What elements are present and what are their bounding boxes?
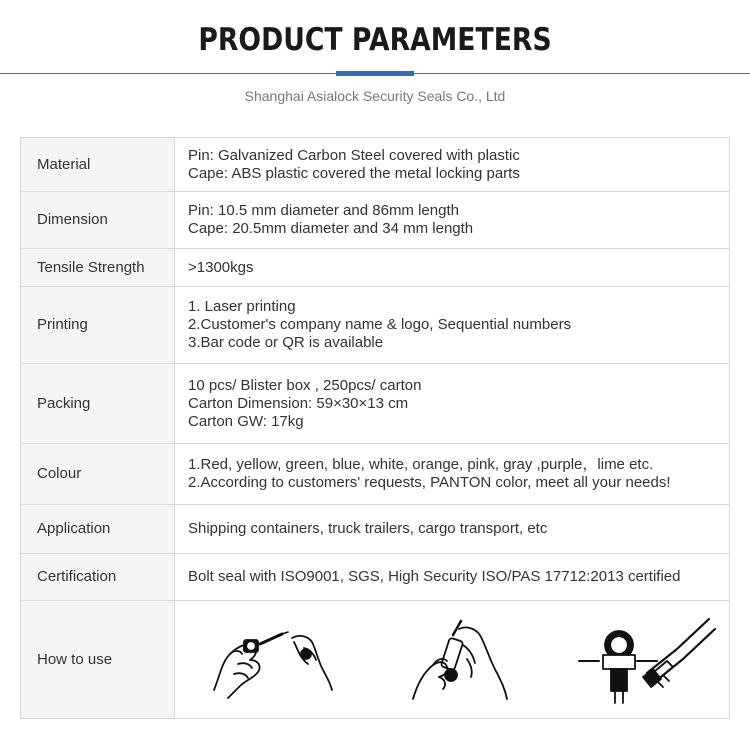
table-row-material [21,138,730,192]
row-value [175,364,730,444]
push-cap-illustration [403,615,513,705]
table-row-colour [21,444,730,505]
value-line: Pin: 10.5 mm diameter and 86mm length [188,202,459,219]
row-value [175,444,730,505]
value-line: Carton Dimension: 59×30×13 cm [188,394,409,412]
table-row-dimension [21,192,730,249]
value-line: Bolt seal with ISO9001, SGS, High Security ISO/PAS 17712:2013 certified [188,568,681,585]
value-line: 1. Laser printing [188,298,296,315]
row-value [175,554,730,601]
row-value [175,138,730,192]
value-line: Shipping containers, truck trailers, cargo transport, etc [188,520,548,537]
usage-illustrations [175,601,730,719]
row-value [175,249,730,287]
table-row-tensile-strength [21,249,730,287]
value-line: 1.Red, yellow, green, blue, white, orange, pink, gray ,purple，lime etc. [188,456,654,473]
row-label: Dimension [21,192,175,249]
row-label: Tensile Strength [21,249,175,287]
row-label: Application [21,505,175,554]
value-line: Cape: 20.5mm diameter and 34 mm length [188,220,474,237]
row-label: Certification [21,554,175,601]
page-title: PRODUCT PARAMETERS [198,22,552,58]
row-label: Colour [21,444,175,505]
row-label: Material [21,138,175,192]
row-value [175,192,730,249]
value-line: 3.Bar code or QR is available [188,334,384,351]
parameters-table [20,137,730,719]
value-line: 2.Customer's company name & logo, Sequential numbers [188,316,572,333]
value-line: Pin: Galvanized Carbon Steel covered with plastic [188,146,520,164]
value-line: 2.According to customers' requests, PANTON color, meet all your needs! [188,474,671,491]
table-row-certification [21,554,730,601]
value-line: 10 pcs/ Blister box , 250pcs/ carton [188,376,422,394]
row-label: Packing [21,364,175,444]
company-name: Shanghai Asialock Security Seals Co., Ltd [244,88,506,104]
table-row-printing [21,287,730,364]
row-value [175,505,730,554]
insert-pin-illustration [208,620,338,700]
value-line: Carton GW: 17kg [188,412,304,430]
value-line: Cape: ABS plastic covered the metal locking parts [188,164,520,182]
table-row-application [21,505,730,554]
row-label: Printing [21,287,175,364]
value-line: >1300kgs [188,258,254,276]
cut-seal-illustration [577,615,717,705]
row-label: How to use [21,601,175,719]
row-value [175,287,730,364]
title-divider-accent [336,71,414,76]
table-row-packing [21,364,730,444]
table-row-how-to-use [21,601,730,719]
